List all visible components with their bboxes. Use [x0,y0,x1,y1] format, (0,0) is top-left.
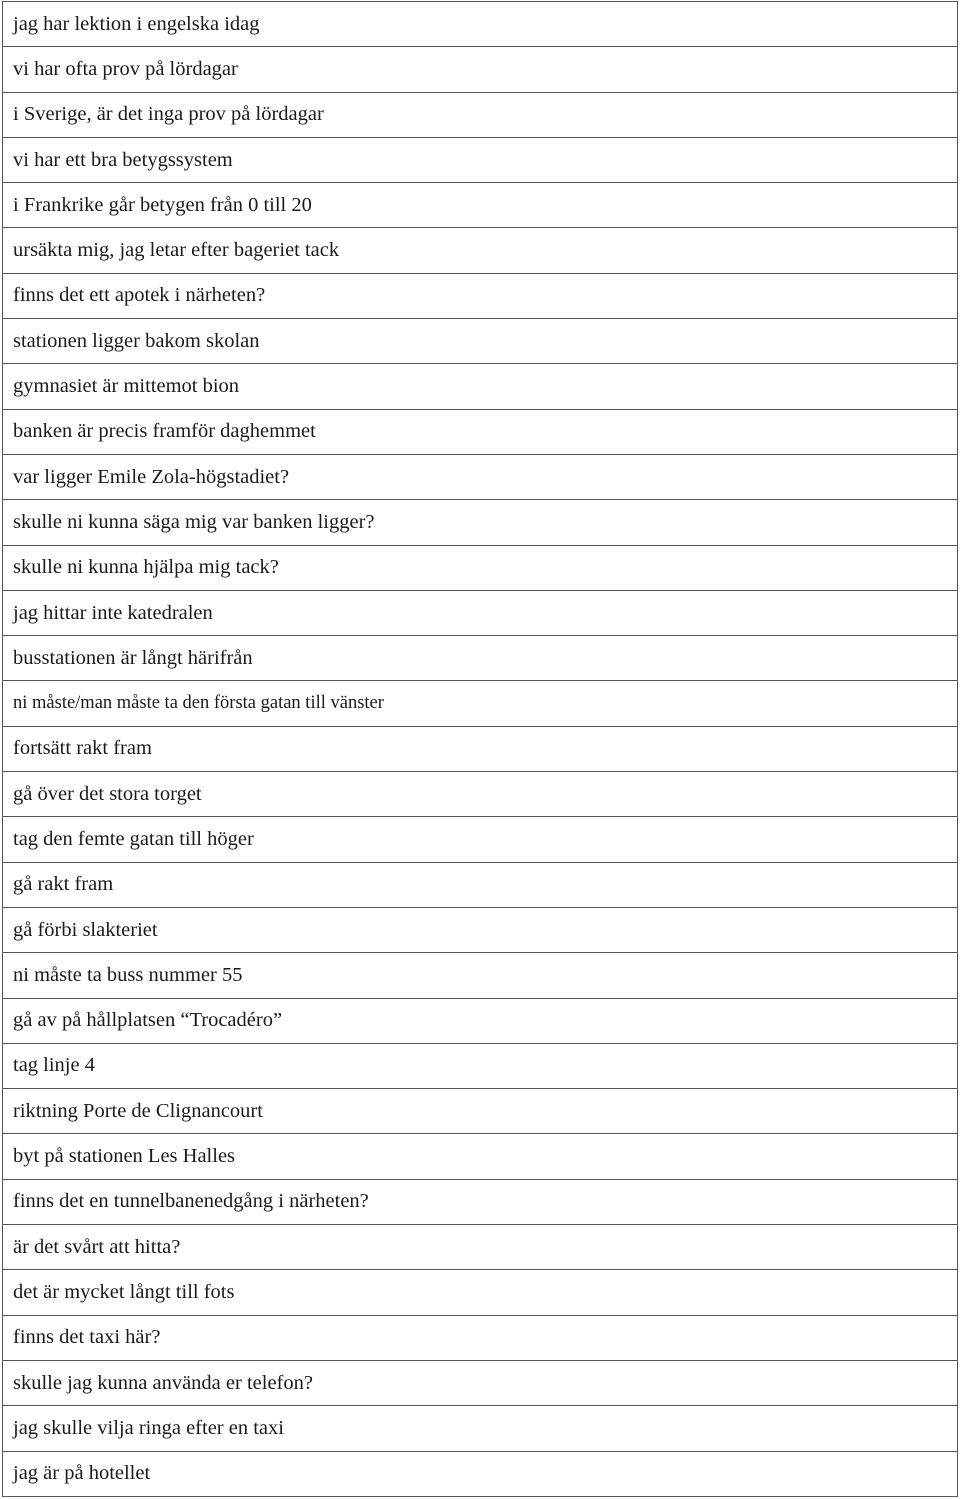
table-row: finns det en tunnelbanenedgång i närheten? [3,1180,957,1225]
table-row: skulle jag kunna använda er telefon? [3,1361,957,1406]
table-row: finns det taxi här? [3,1316,957,1361]
table-row: fortsätt rakt fram [3,727,957,772]
table-row: det är mycket långt till fots [3,1270,957,1315]
table-row: gå över det stora torget [3,772,957,817]
table-row: i Frankrike går betygen från 0 till 20 [3,183,957,228]
table-row: var ligger Emile Zola-högstadiet? [3,455,957,500]
table-row: banken är precis framför daghemmet [3,410,957,455]
table-row: ni måste/man måste ta den första gatan till vänster [3,681,957,726]
table-row: gymnasiet är mittemot bion [3,364,957,409]
table-row: vi har ett bra betygssystem [3,138,957,183]
table-row: ni måste ta buss nummer 55 [3,953,957,998]
table-row: stationen ligger bakom skolan [3,319,957,364]
table-row: gå rakt fram [3,863,957,908]
table-row: tag den femte gatan till höger [3,817,957,862]
table-row: skulle ni kunna säga mig var banken ligger? [3,500,957,545]
table-row: vi har ofta prov på lördagar [3,47,957,92]
table-row: jag är på hotellet [3,1452,957,1497]
table-row: finns det ett apotek i närheten? [3,274,957,319]
table-row: jag hittar inte katedralen [3,591,957,636]
table-row: riktning Porte de Clignancourt [3,1089,957,1134]
table-row: är det svårt att hitta? [3,1225,957,1270]
table-row: gå av på hållplatsen “Trocadéro” [3,999,957,1044]
table-row: busstationen är långt härifrån [3,636,957,681]
table-row: ursäkta mig, jag letar efter bageriet tack [3,228,957,273]
table-row: skulle ni kunna hjälpa mig tack? [3,546,957,591]
table-row: gå förbi slakteriet [3,908,957,953]
table-row: jag har lektion i engelska idag [3,2,957,47]
table-row: byt på stationen Les Halles [3,1134,957,1179]
table-row: jag skulle vilja ringa efter en taxi [3,1406,957,1451]
phrase-table [2,1,958,1497]
table-row: tag linje 4 [3,1044,957,1089]
table-row: i Sverige, är det inga prov på lördagar [3,93,957,138]
